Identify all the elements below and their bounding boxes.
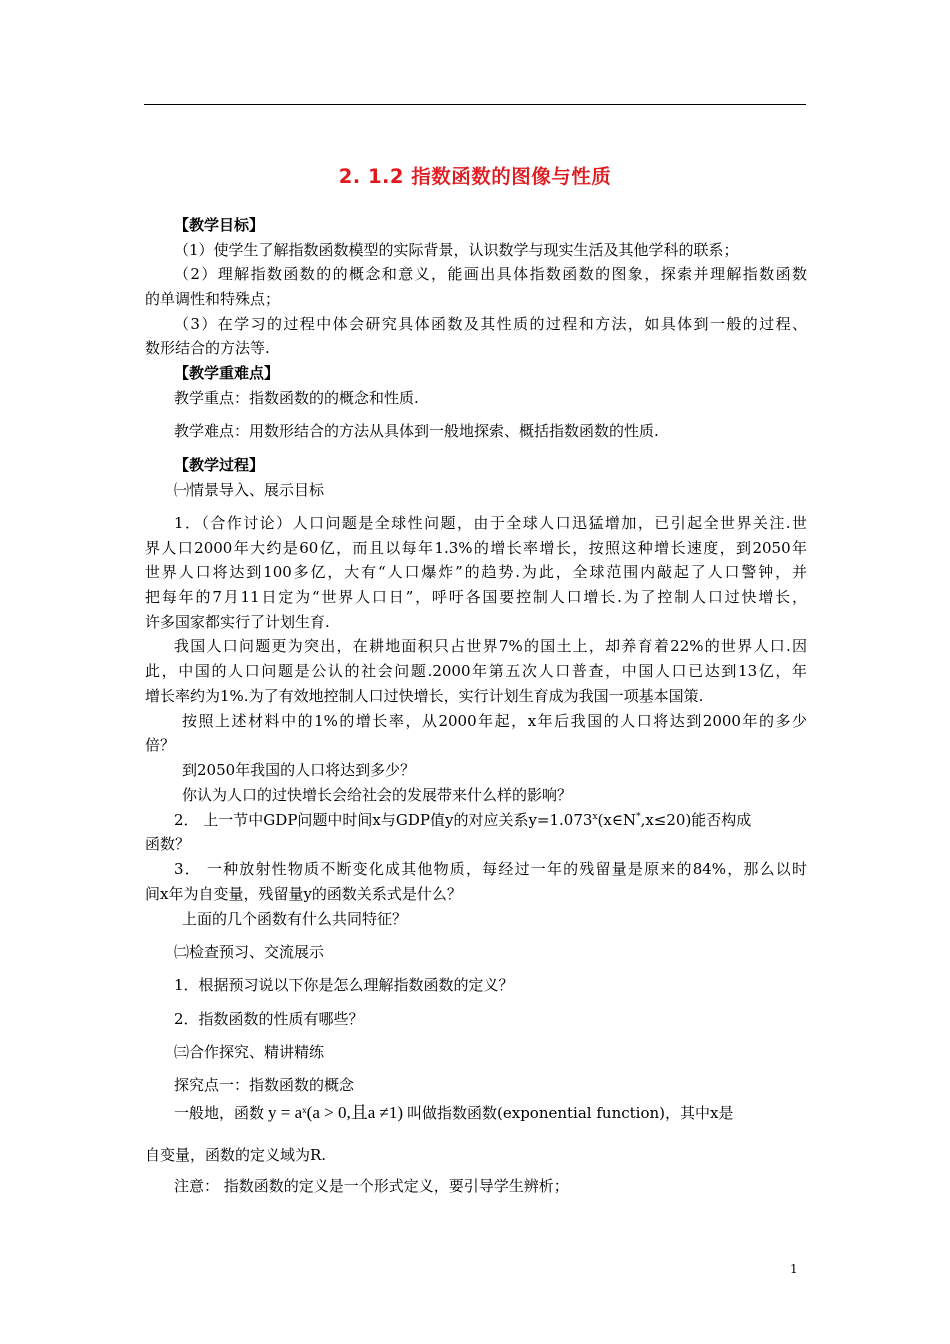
section-2-question-2: 2．指数函数的性质有哪些？ xyxy=(174,1010,364,1028)
paragraph-5: 上面的几个函数有什么共同特征？ xyxy=(182,910,408,928)
section-2-question-1: 1．根据预习说以下你是怎么理解指数函数的定义？ xyxy=(174,976,514,994)
gdp-text-post: ,x≤20)能否构成 xyxy=(640,811,752,829)
header-rule xyxy=(144,104,806,105)
definition-line2: 自变量，函数的定义域为R. xyxy=(145,1146,327,1164)
paragraph-1-line1: 1．（合作讨论）人口问题是全球性问题，由于全球人口迅猛增加，已引起全世界关注.世 xyxy=(174,514,807,532)
paragraph-2-line3: 增长率约为1%.为了有效地控制人口过快增长，实行计划生育成为我国一项基本国策. xyxy=(145,687,704,705)
objective-2-line2: 的单调性和特殊点； xyxy=(145,290,281,308)
formula-condition: (a > 0,且a ≠1) xyxy=(306,1103,403,1122)
formula-exponent: x xyxy=(302,1105,307,1115)
paragraph-1-line3: 世界人口将达到100多亿，大有“人口爆炸”的趋势.为此，全球范围内敲起了人口警钟，并 xyxy=(145,563,807,581)
question-1-line1: 按照上述材料中的1%的增长率，从2000年起，x年后我国的人口将达到2000年的多少 xyxy=(182,712,807,730)
question-1-line2: 倍？ xyxy=(145,736,176,754)
page-number: 1 xyxy=(790,1262,798,1276)
objective-3-line2: 数形结合的方法等. xyxy=(145,339,270,357)
paragraph-2-line2: 此，中国的人口问题是公认的社会问题.2000年第五次人口普查，中国人口已达到13亿，年 xyxy=(145,662,807,680)
difficult-point: 教学难点：用数形结合的方法从具体到一般地探索、概括指数函数的性质. xyxy=(174,422,659,440)
paragraph-4-line1: 3． 一种放射性物质不断变化成其他物质，每经过一年的残留量是原来的84%，那么以时 xyxy=(174,860,807,878)
definition-line1 xyxy=(174,1103,807,1123)
process-heading: 【教学过程】 xyxy=(174,456,265,474)
objective-3-line1: （3）在学习的过程中体会研究具体函数及其性质的过程和方法，如具体到一般的过程、 xyxy=(174,315,807,333)
paragraph-2-line1: 我国人口问题更为突出，在耕地面积只占世界7%的国土上，却养育着22%的世界人口.因 xyxy=(174,637,807,655)
gdp-exponent: x xyxy=(592,812,598,822)
question-3: 你认为人口的过快增长会给社会的发展带来什么样的影响？ xyxy=(182,786,573,804)
paragraph-1-line2: 界人口2000年大约是60亿，而且以每年1.3%的增长率增长，按照这种增长速度，到2050年 xyxy=(145,539,807,557)
explore-point-1: 探究点一：指数函数的概念 xyxy=(174,1076,355,1094)
section-1-heading: ㈠情景导入、展示目标 xyxy=(174,481,325,499)
objectives-heading: 【教学目标】 xyxy=(174,216,265,234)
definition-post: 叫做指数函数(exponential function)，其中x是 xyxy=(407,1104,734,1122)
paragraph-1-line5: 许多国家都实行了计划生育. xyxy=(145,613,330,631)
paragraph-1-line4: 把每年的7月11日定为“世界人口日”，呼吁各国要控制人口增长.为了控制人口过快增长， xyxy=(145,588,807,606)
objective-2-line1: （2）理解指数函数的的概念和意义，能画出具体指数函数的图象，探索并理解指数函数 xyxy=(174,265,807,283)
exponential-formula xyxy=(268,1103,403,1122)
formula-base: y = a xyxy=(268,1103,303,1122)
paragraph-4-line2: 间x年为自变量，残留量y的函数关系式是什么？ xyxy=(145,885,462,903)
paragraph-3-line2: 函数？ xyxy=(145,835,191,853)
note: 注意： 指数函数的定义是一个形式定义，要引导学生辨析； xyxy=(174,1177,569,1195)
question-2: 到2050年我国的人口将达到多少？ xyxy=(182,761,416,779)
page-title: 2. 1.2 指数函数的图像与性质 xyxy=(338,165,612,188)
definition-pre: 一般地，函数 xyxy=(174,1104,265,1122)
keypoints-heading: 【教学重难点】 xyxy=(174,364,280,382)
objective-1: （1）使学生了解指数函数模型的实际背景，认识数学与现实生活及其他学科的联系； xyxy=(174,241,739,259)
gdp-text-mid: (x∈N xyxy=(597,811,637,829)
gdp-superscript-star: * xyxy=(636,812,641,822)
section-3-heading: ㈢合作探究、精讲精练 xyxy=(174,1043,325,1061)
section-2-heading: ㈡检查预习、交流展示 xyxy=(174,943,325,961)
paragraph-3-line1 xyxy=(174,810,807,830)
key-point: 教学重点：指数函数的的概念和性质. xyxy=(174,389,419,407)
gdp-text-pre: 2． 上一节中GDP问题中时间x与GDP值y的对应关系y=1.073 xyxy=(174,811,593,829)
